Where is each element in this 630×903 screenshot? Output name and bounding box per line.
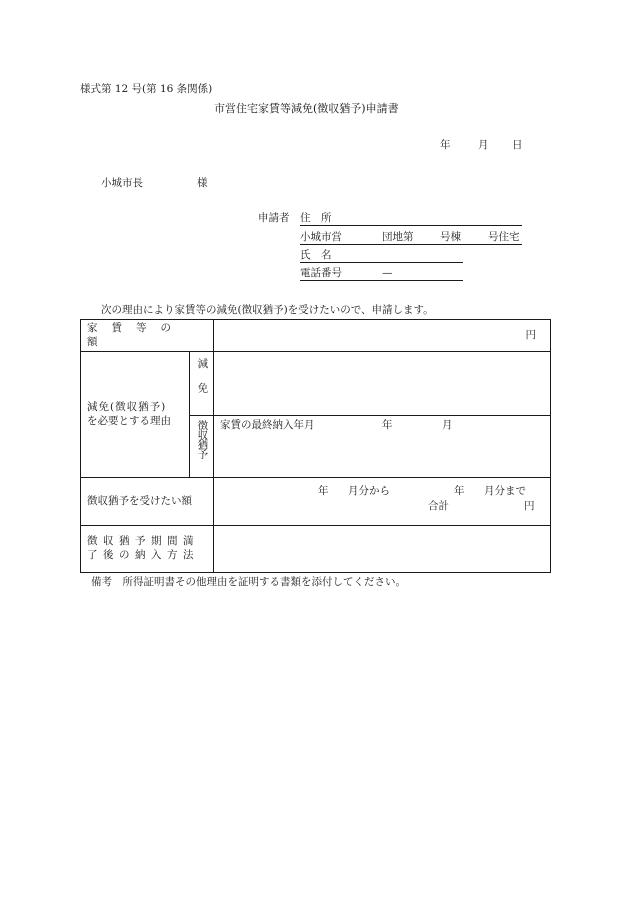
document-title: 市営住宅家賃等減免(徴収猶予)申請書 [214, 102, 399, 115]
date-day-label: 日 [512, 139, 523, 151]
rent-value-cell[interactable] [214, 320, 551, 352]
form-number: 様式第 12 号(第 16 条関係) [80, 83, 213, 95]
date-month-label: 月 [478, 139, 489, 151]
reduction-label-cell [190, 352, 214, 416]
last-payment-month: 月 [442, 419, 453, 431]
rent-label-text: 家賃等の額 [87, 321, 185, 348]
after-method-line1: 徴収猶予期間満 [87, 535, 199, 548]
total-yen: 円 [524, 500, 535, 512]
to-month-text: 月分まで [484, 485, 526, 497]
housing-field[interactable] [300, 231, 522, 245]
addressee-honorific: 様 [197, 177, 208, 189]
complex-label: 団地第 [382, 231, 414, 243]
deferral-amount-row [81, 478, 551, 526]
unit-label: 号住宅 [488, 231, 520, 243]
note-text: 備考 所得証明書その他理由を証明する書類を添付してください。 [91, 576, 406, 588]
reduction-label-text: 減免 [196, 358, 209, 407]
from-year: 年 [318, 485, 329, 497]
applicant-label: 申請者 [258, 212, 290, 224]
address-label: 住 所 [300, 212, 332, 224]
deferral-label-cell [190, 416, 214, 478]
building-label: 号棟 [440, 231, 461, 243]
phone-field[interactable] [300, 267, 463, 281]
reduction-row [81, 352, 551, 416]
application-table [80, 319, 551, 573]
last-payment-year: 年 [382, 419, 393, 431]
intro-text: 次の理由により家賃等の減免(徴収猶予)を受けたいので、申請します。 [101, 304, 434, 316]
reduction-reason-cell[interactable] [214, 352, 551, 416]
rent-label [81, 322, 213, 349]
rent-yen: 円 [525, 328, 536, 341]
to-year: 年 [454, 485, 465, 497]
reason-label-line1: 減免(徴収猶予) [87, 400, 167, 413]
deferral-label-text: 徴収猶予 [196, 420, 209, 458]
after-method-value-cell[interactable] [214, 526, 551, 573]
name-label: 氏 名 [300, 249, 332, 261]
reason-label-cell [81, 352, 190, 478]
name-field[interactable] [300, 249, 463, 263]
reduction-label [190, 352, 213, 412]
deferral-amount-value-cell[interactable] [214, 478, 551, 526]
deferral-reason-cell[interactable] [214, 416, 551, 478]
housing-prefix: 小城市営 [300, 231, 342, 243]
reason-label-line2: を必要とする理由 [87, 414, 171, 427]
phone-label: 電話番号 [300, 267, 342, 279]
rent-row [81, 320, 551, 352]
addressee-name: 小城市長 [101, 177, 143, 189]
deferral-amount-label: 徴収猶予を受けたい額 [87, 494, 192, 507]
from-month-text: 月分から [348, 485, 390, 497]
deferral-amount-label-cell [81, 478, 214, 526]
after-method-label-cell [81, 526, 214, 573]
rent-label-cell [81, 320, 214, 352]
address-field[interactable] [300, 212, 522, 226]
after-method-row [81, 526, 551, 573]
phone-dash: — [382, 267, 393, 279]
last-payment-label: 家賃の最終納入年月 [220, 419, 315, 431]
after-method-line2: 了後の納入方法 [87, 549, 199, 561]
total-label: 合計 [428, 500, 449, 512]
date-year-label: 年 [440, 139, 451, 151]
